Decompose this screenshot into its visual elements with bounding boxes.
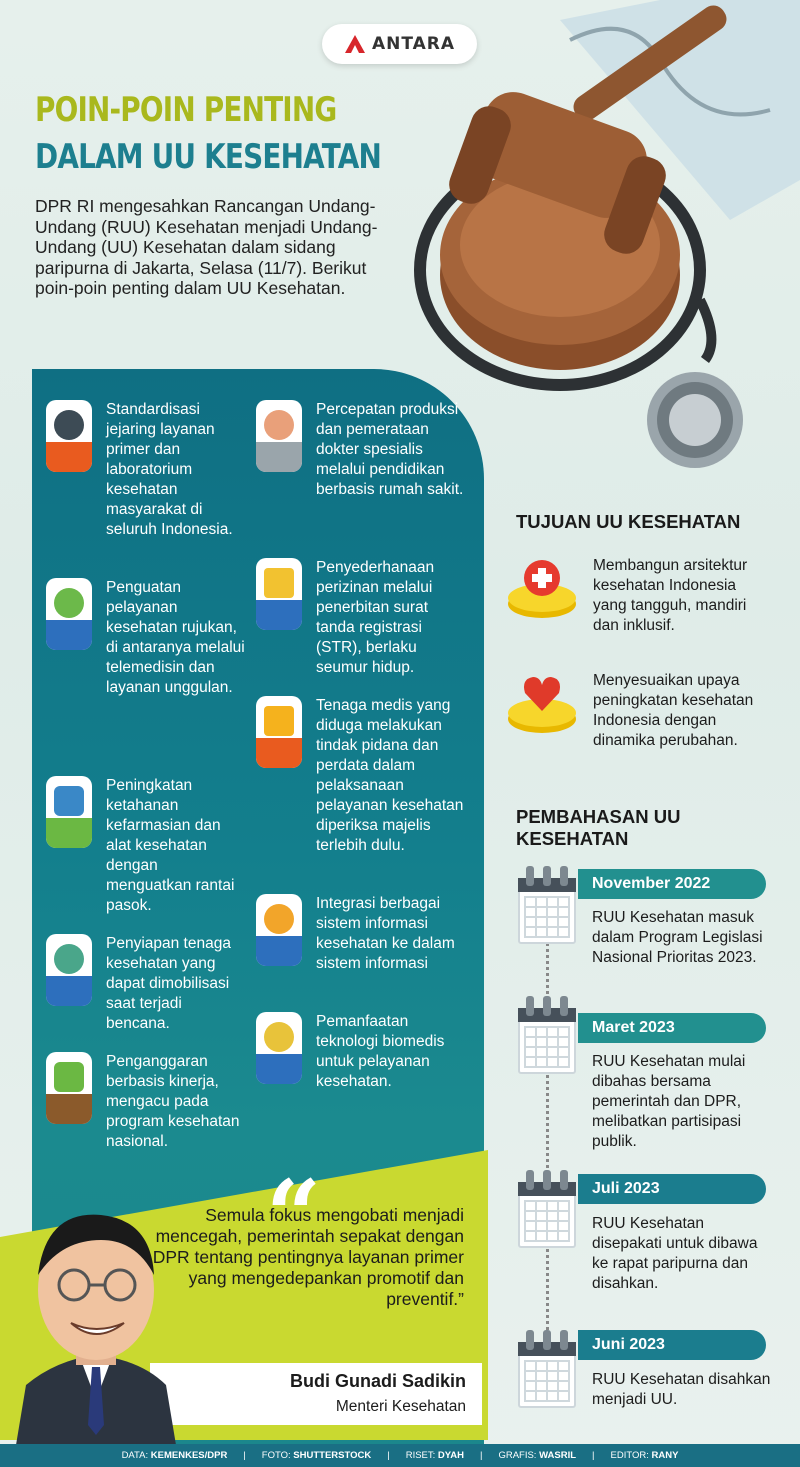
credits-footer: DATA: KEMENKES/DPR | FOTO: SHUTTERSTOCK | RISET: DYAH | GRAFIS: WASRIL | EDITOR: RANY <box>0 1444 800 1467</box>
page-title-line2: DALAM UU KESEHATAN <box>35 137 382 177</box>
timeline-date: Juli 2023 <box>578 1174 766 1204</box>
point-left-4 <box>46 934 246 1034</box>
point-text: Penganggaran berbasis kinerja, mengacu pada program kesehatan nasional. <box>106 1053 240 1150</box>
quote-text: Semula fokus mengobati menjadi mencegah, pemerintah sepakat dengan DPR tentang pentingnya layanan primer yang mengedepankan promotif dan preventif.” <box>152 1205 464 1309</box>
intro-paragraph: DPR RI mengesahkan Rancangan Undang-Undang (RUU) Kesehatan menjadi Undang-Undang (UU) Kesehatan dalam sidang paripurna di Jakarta, Selasa (11/7). Berikut poin-poin penting dalam UU Kesehatan. <box>35 196 378 298</box>
lab-person-icon <box>46 400 92 472</box>
timeline-date: November 2022 <box>578 869 766 899</box>
health-cross-icon <box>505 556 579 622</box>
point-left-3 <box>46 776 246 916</box>
point-left-2 <box>46 578 246 698</box>
point-text: Integrasi berbagai sistem informasi kesehatan ke dalam sistem informasi <box>316 895 455 972</box>
money-stack-icon <box>46 1052 92 1124</box>
credit-riset: RISET: DYAH <box>405 1450 464 1461</box>
credit-grafis: GRAFIS: WASRIL <box>498 1450 577 1461</box>
point-right-1 <box>256 400 466 500</box>
point-left-1 <box>46 400 246 540</box>
logo-text: ANTARA <box>371 34 456 54</box>
point-right-5 <box>256 1012 466 1092</box>
credit-foto: FOTO: SHUTTERSTOCK <box>261 1450 372 1461</box>
license-document-icon <box>256 558 302 630</box>
calendar-icon <box>518 866 576 944</box>
point-text: Percepatan produksi dan pemerataan dokter spesialis melalui pendidikan berbasis rumah sakit. <box>316 401 464 498</box>
calendar-icon <box>518 1330 576 1408</box>
timeline-title: PEMBAHASAN UU KESEHATAN <box>516 806 681 849</box>
timeline-date: Juni 2023 <box>578 1330 766 1360</box>
quote-mark-icon: “ <box>266 1159 322 1272</box>
minister-name: Budi Gunadi Sadikin <box>289 1371 466 1391</box>
goal-item-2 <box>505 671 771 751</box>
information-system-icon <box>256 894 302 966</box>
point-text: Pemanfaatan teknologi biomedis untuk pelayanan kesehatan. <box>316 1013 445 1090</box>
heart-icon <box>505 671 579 737</box>
point-text: Standardisasi jejaring layanan primer dan laboratorium kesehatan masyarakat di seluruh Indonesia. <box>106 401 233 538</box>
credit-editor: EDITOR: RANY <box>610 1450 679 1461</box>
minister-caption <box>150 1363 482 1425</box>
goals-title: TUJUAN UU KESEHATAN <box>516 511 741 532</box>
point-right-4 <box>256 894 466 974</box>
timeline-text: RUU Kesehatan masuk dalam Program Legislasi Nasional Prioritas 2023. <box>592 909 763 966</box>
dna-biomedical-icon <box>256 1012 302 1084</box>
point-text: Penguatan pelayanan kesehatan rujukan, di antaranya melalui telemedisin dan layanan unggulan. <box>106 579 245 696</box>
minister-portrait <box>16 1195 176 1445</box>
point-text: Tenaga medis yang diduga melakukan tindak pidana dan perdata dalam pelaksanaan pelayanan kesehatan diperiksa majelis terlebih dulu. <box>316 697 464 854</box>
goal-item-1 <box>505 556 771 636</box>
point-text: Penyiapan tenaga kesehatan yang dapat dimobilisasi saat terjadi bencana. <box>106 935 231 1032</box>
health-worker-icon <box>46 934 92 1006</box>
antara-logo-icon <box>344 34 366 54</box>
point-right-3 <box>256 696 466 856</box>
timeline-text: RUU Kesehatan mulai dibahas bersama pemerintah dan DPR, melibatkan partisipasi publik. <box>592 1053 746 1150</box>
calendar-icon <box>518 996 576 1074</box>
goal-text: Membangun arsitektur kesehatan Indonesia yang tangguh, mandiri dan inklusif. <box>593 557 748 634</box>
goal-text: Menyesuaikan upaya peningkatan kesehatan Indonesia dengan dinamika perubahan. <box>593 672 754 749</box>
credit-data: DATA: KEMENKES/DPR <box>121 1450 228 1461</box>
point-right-2 <box>256 558 466 678</box>
doctor-icon <box>256 400 302 472</box>
warning-icon <box>256 696 302 768</box>
page-title-line1: POIN-POIN PENTING <box>35 90 337 130</box>
point-text: Peningkatan ketahanan kefarmasian dan alat kesehatan dengan menguatkan rantai pasok. <box>106 777 235 914</box>
timeline-text: RUU Kesehatan disahkan menjadi UU. <box>592 1371 771 1408</box>
point-left-5 <box>46 1052 246 1152</box>
point-text: Penyederhanaan perizinan melalui penerbitan surat tanda registrasi (STR), berlaku seumur hidup. <box>316 559 435 676</box>
timeline-connector <box>546 930 549 1350</box>
medicine-pills-icon <box>46 776 92 848</box>
calendar-icon <box>518 1170 576 1248</box>
minister-role: Menteri Kesehatan <box>335 1398 466 1415</box>
timeline-date: Maret 2023 <box>578 1013 766 1043</box>
telemedicine-phone-icon <box>46 578 92 650</box>
timeline-text: RUU Kesehatan disepakati untuk dibawa ke rapat paripurna dan disahkan. <box>592 1215 758 1292</box>
